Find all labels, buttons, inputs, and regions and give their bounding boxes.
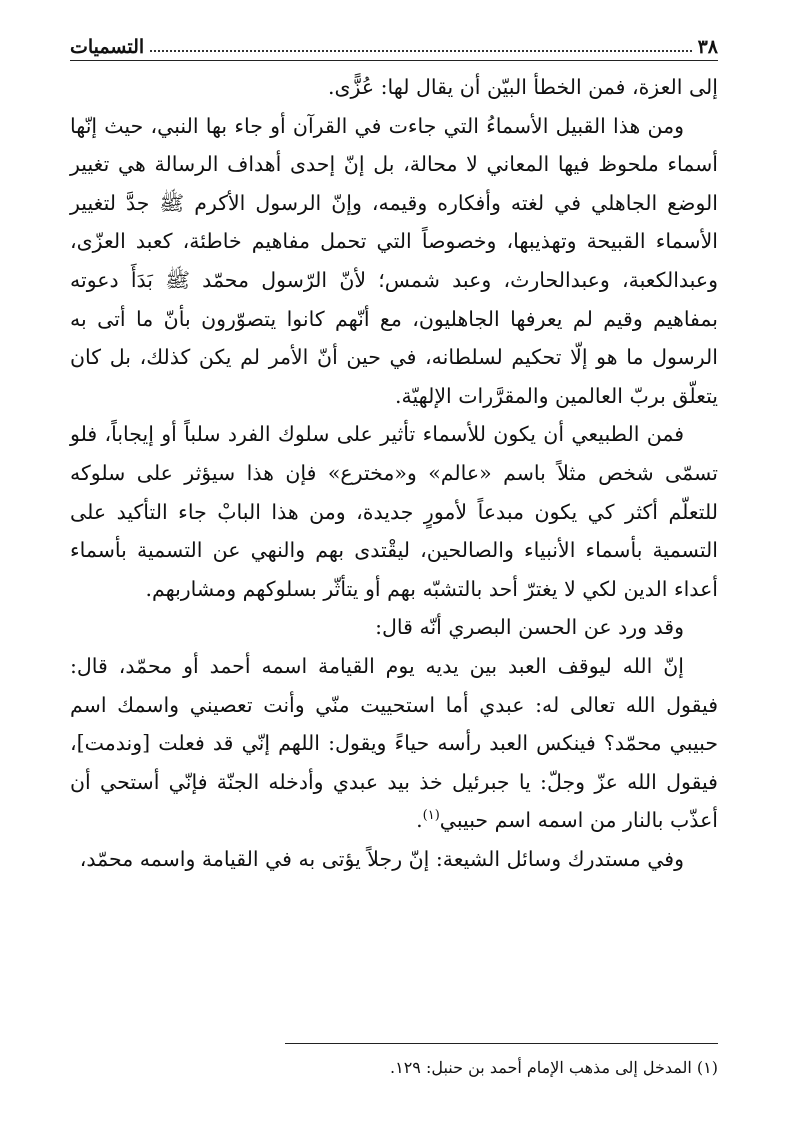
page-number: ٣٨ [697, 36, 718, 58]
chapter-title: التسميات [70, 36, 145, 58]
paragraph-5-text: إنّ الله ليوقف العبد بين يديه يوم القيامة اسمه أحمد أو محمّد، قال: فيقول الله تعالى له: عبدي أما استحييت منّي وأنت تعصيني واسمك اسم حبيبي محمّد؟ فينكس العبد رأسه حياءً ويقول: اللهم إنّي قد فعلت [وندمت]، فيقول الله عزّ وجلّ: يا جبرئيل خذ بيد عبدي وأدخله الجنّة فإنّي أستحي أن أعذّب بالنار من اسمه اسم حبيبي [70, 653, 718, 833]
paragraph-5-end: . [416, 808, 423, 833]
footnote: (١) المدخل إلى مذهب الإمام أحمد بن حنبل: ١٢٩. [390, 1058, 718, 1077]
paragraph-4: وقد ورد عن الحسن البصري أنّه قال: [375, 615, 684, 640]
paragraph-1: إلى العزة، فمن الخطأ البيّن أن يقال لها: عُزًّى. [328, 75, 718, 99]
paragraph-3: فمن الطبيعي أن يكون للأسماء تأثير على سلوك الفرد سلباً أو إيجاباً، فلو تسمّى شخص مثلاً باسم «عالم» و«مخترع» فإن هذا سيؤثر على سلوكه للتعلّم أكثر كي يكون مبدعاً لأمورٍ جديدة، ومن هذا البابْ جاء التأكيد على التسمية بأسماء الأنبياء والصالحين، ليقْتدى بهم والنهي عن التسمية بأسماء أعداء الدين لكي لا يغترّ أحد بالتشبّه بهم أو يتأثّر بسلوكهم ومشاربهم. [70, 422, 718, 601]
footnote-divider [285, 1043, 718, 1044]
page-body [70, 68, 718, 878]
paragraph-6: وفي مستدرك وسائل الشيعة: إنّ رجلاً يؤتى به في القيامة واسمه محمّد، [79, 846, 684, 871]
footnote-marker: (١) [422, 808, 440, 824]
paragraph-2: ومن هذا القبيل الأسماءُ التي جاءت في القرآن أو جاء بها النبي، حيث إنّها أسماء ملحوظ فيها المعاني لا محالة، بل إنّ إحدى أهداف الرسالة هي تغيير الوضع الجاهلي في لغته وأفكاره وقيمه، وإنّ الرسول الأكرم ﷺ جدَّ لتغيير الأسماء القبيحة وتهذيبها، وخصوصاً التي تحمل مفاهيم خاطئة، كعبد العزّى، وعبدالكعبة، وعبدالحارث، وعبد شمس؛ لأنّ الرّسول محمّد ﷺ بَدَأَ دعوته بمفاهيم وقيم لم يعرفها الجاهليون، مع أنّهم كانوا يتصوّرون بأنّ ما أتى به الرسول ما هو إلّا تحكيم لسلطانه، في حين أنّ الأمر لم يكن كذلك، بل كان يتعلّق بربّ العالمين والمقرَّرات الإلهيّة. [70, 113, 718, 408]
paragraph-5 [70, 647, 718, 840]
running-header [70, 28, 718, 61]
header-dots [150, 50, 691, 52]
